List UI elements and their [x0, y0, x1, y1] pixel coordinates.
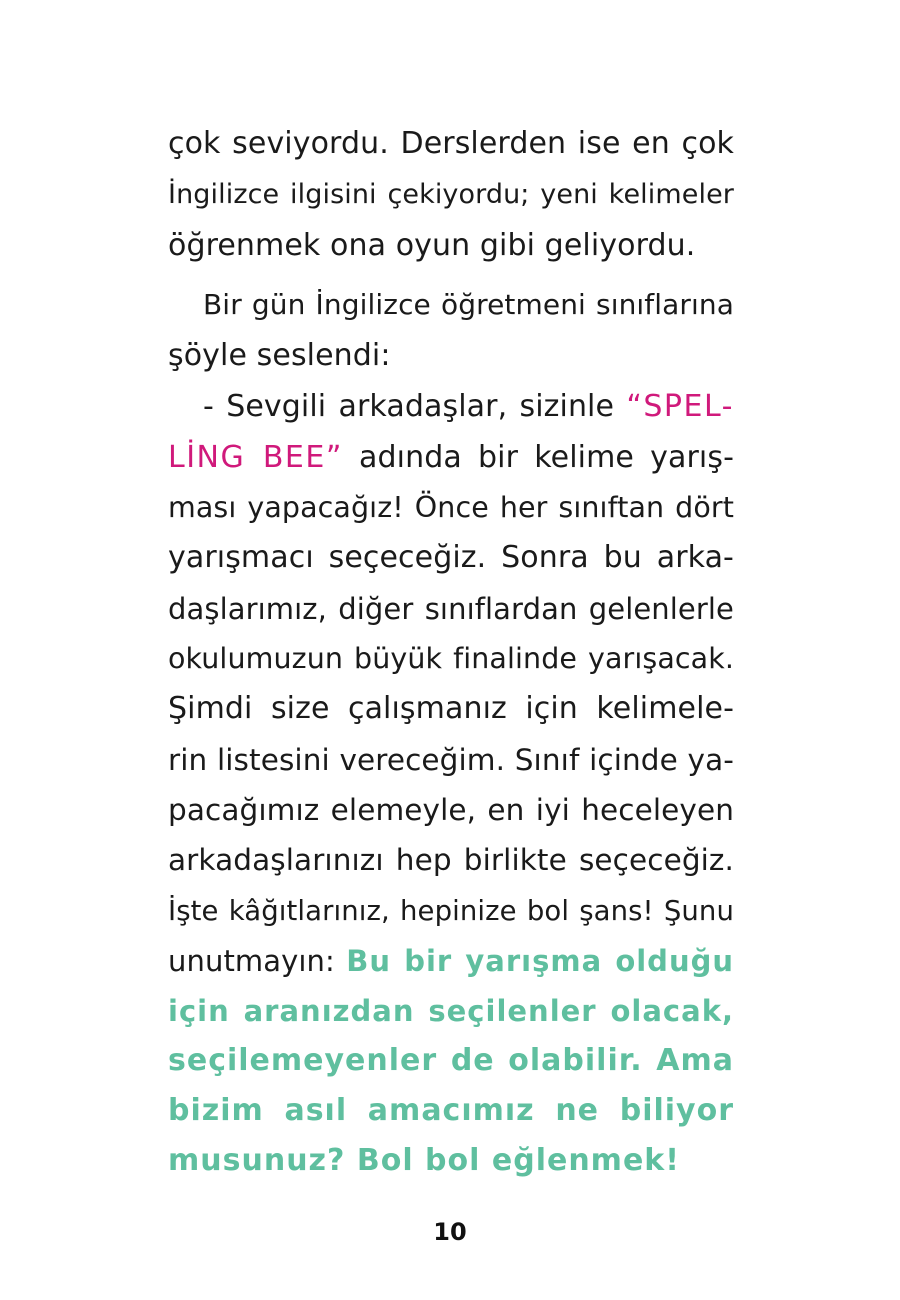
emphasis-text: Bu bir yarışma olduğu — [346, 944, 734, 978]
line-text: ması yapacağız! Önce her sınıftan dört — [168, 491, 734, 524]
emphasis-text: musunuz? Bol bol eğlenmek! — [168, 1143, 680, 1178]
dialogue-line — [168, 891, 734, 931]
spelling-bee-highlight: LİNG BEE” — [168, 440, 343, 475]
line-text: pacağımız elemeyle, en iyi heceleyen — [168, 793, 734, 827]
line-text: İngilizce ilgisini çekiyordu; yeni kelimeler — [168, 179, 734, 210]
line-text: çok seviyordu. Derslerden ise en çok — [168, 126, 734, 161]
dialogue-line — [168, 840, 734, 880]
spelling-bee-highlight: “SPEL- — [626, 389, 734, 424]
emphasis-line — [168, 991, 734, 1031]
line-text: okulumuzun büyük finalinde yarışacak. — [168, 642, 734, 675]
line-text: İşte kâğıtlarınız, hepinize bol şans! Şunu — [168, 895, 734, 927]
dialogue-line — [168, 740, 734, 780]
line-text: Şimdi size çalışmanız için kelimele- — [168, 691, 734, 726]
emphasis-line — [168, 1091, 734, 1131]
dialogue-line — [168, 438, 734, 478]
line-text: şöyle seslendi: — [168, 338, 391, 373]
emphasis-text: seçilemeyenler de olabilir. Ama — [168, 1043, 734, 1078]
emphasis-text: için aranızdan seçilenler olacak, — [168, 994, 734, 1028]
dialogue-line — [168, 589, 734, 629]
paragraph-line — [203, 285, 734, 325]
dialogue-line — [168, 689, 734, 729]
dialogue-line — [168, 538, 734, 578]
paragraph-line — [168, 175, 734, 215]
dialogue-line — [168, 639, 734, 679]
emphasis-line — [168, 1041, 734, 1081]
line-text: adında bir kelime yarış- — [342, 440, 734, 475]
page-number: 10 — [433, 1218, 467, 1246]
line-text: öğrenmek ona oyun gibi geliyordu. — [168, 228, 696, 263]
paragraph-line — [168, 336, 734, 376]
paragraph-line — [168, 226, 734, 266]
line-text: Bir gün İngilizce öğretmeni sınıflarına — [203, 288, 734, 321]
line-text: unutmayın: — [168, 944, 347, 978]
line-text: yarışmacı seçeceğiz. Sonra bu arka- — [168, 540, 734, 575]
dialogue-line — [168, 488, 734, 528]
dialogue-line — [168, 790, 734, 830]
emphasis-line — [168, 1141, 734, 1181]
line-text: rin listesini vereceğim. Sınıf içinde ya- — [168, 743, 734, 777]
line-text: - Sevgili arkadaşlar, sizinle — [203, 389, 627, 424]
line-text: arkadaşlarınızı hep birlikte seçeceğiz. — [168, 843, 734, 877]
dialogue-line — [203, 387, 734, 427]
line-text: daşlarımız, diğer sınıflardan gelenlerle — [168, 592, 734, 626]
emphasis-text: bizim asıl amacımız ne biliyor — [168, 1093, 734, 1128]
dialogue-line — [168, 941, 734, 981]
paragraph-line — [168, 124, 734, 164]
